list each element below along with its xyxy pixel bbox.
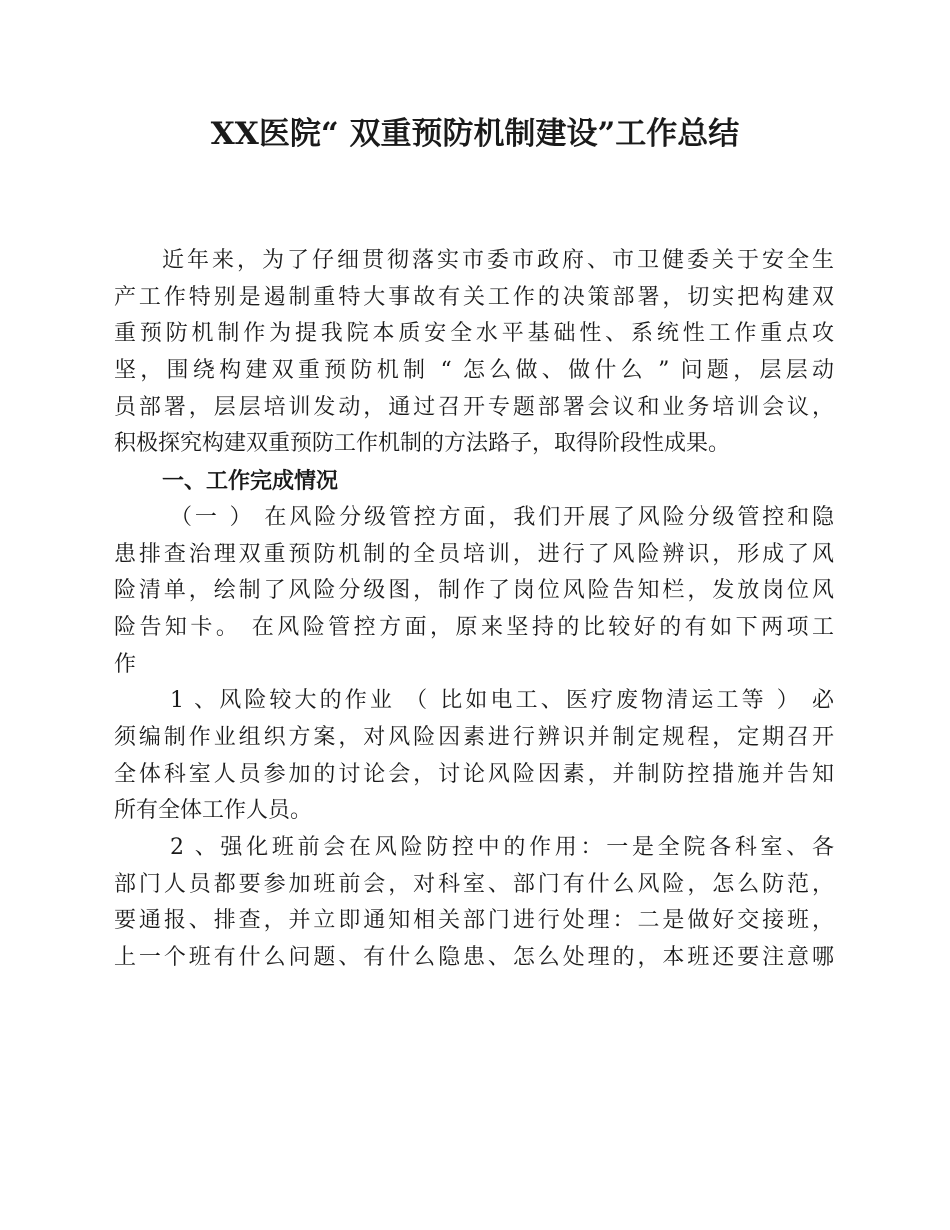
text-line: 上一个班有什么问题、有什么隐患、怎么处理的，本班还要注意哪 (114, 945, 834, 971)
text-line: 近年来，为了仔细贯彻落实市委市政府、市卫健委关于安全生 (162, 248, 834, 273)
document-body (114, 243, 834, 977)
text-line: 部门人员都要参加班前会，对科室、部门有什么风险，怎么防范， (114, 871, 834, 897)
text-line: 积极探究构建双重预防工作机制的方法路子，取得阶段性成果。 (114, 431, 731, 457)
section-heading (114, 463, 834, 500)
text-line: 全体科室人员参加的讨论会，讨论风险因素，并制防控措施并告知 (114, 761, 834, 787)
text-line: 坚，围绕构建双重预防机制 “ 怎么做、做什么 ” 问题，层层动 (114, 358, 834, 384)
text-line: 须编制作业组织方案，对风险因素进行辨识并制定规程，定期召开 (114, 724, 834, 750)
text-line: 产工作特别是遏制重特大事故有关工作的决策部署，切实把构建双 (114, 284, 834, 310)
paragraph-subsection-1 (114, 500, 834, 683)
text-line: 险清单，绘制了风险分级图，制作了岗位风险告知栏，发放岗位风 (114, 578, 834, 604)
text-line: 险告知卡。 在风险管控方面，原来坚持的比较好的有如下两项工 (114, 614, 834, 640)
text-line: 要通报、排查，并立即通知相关部门进行处理：二是做好交接班， (114, 908, 834, 934)
text-line: 1 、风险较大的作业 （ 比如电工、医疗废物清运工等 ） 必 (170, 688, 834, 714)
section-heading-text: 一、工作完成情况 (162, 468, 339, 495)
text-line: 员部署，层层培训发动，通过召开专题部署会议和业务培训会议， (114, 394, 834, 420)
text-line: 所有全体工作人员。 (114, 798, 313, 824)
text-line: 2 、强化班前会在风险防控中的作用：一是全院各科室、各 (170, 835, 834, 860)
paragraph-item-1 (114, 683, 834, 830)
paragraph-item-2 (114, 830, 834, 977)
text-line: 患排查治理双重预防机制的全员培训，进行了风险辨识，形成了风 (114, 541, 834, 567)
text-line: 重预防机制作为提我院本质安全水平基础性、系统性工作重点攻 (114, 321, 834, 347)
document-title: XX医院“ 双重预防机制建设”工作总结 (210, 116, 740, 152)
text-line: （一 ） 在风险分级管控方面，我们开展了风险分级管控和隐 (170, 504, 834, 530)
paragraph-intro (114, 243, 834, 463)
text-line: 作 (114, 651, 137, 677)
